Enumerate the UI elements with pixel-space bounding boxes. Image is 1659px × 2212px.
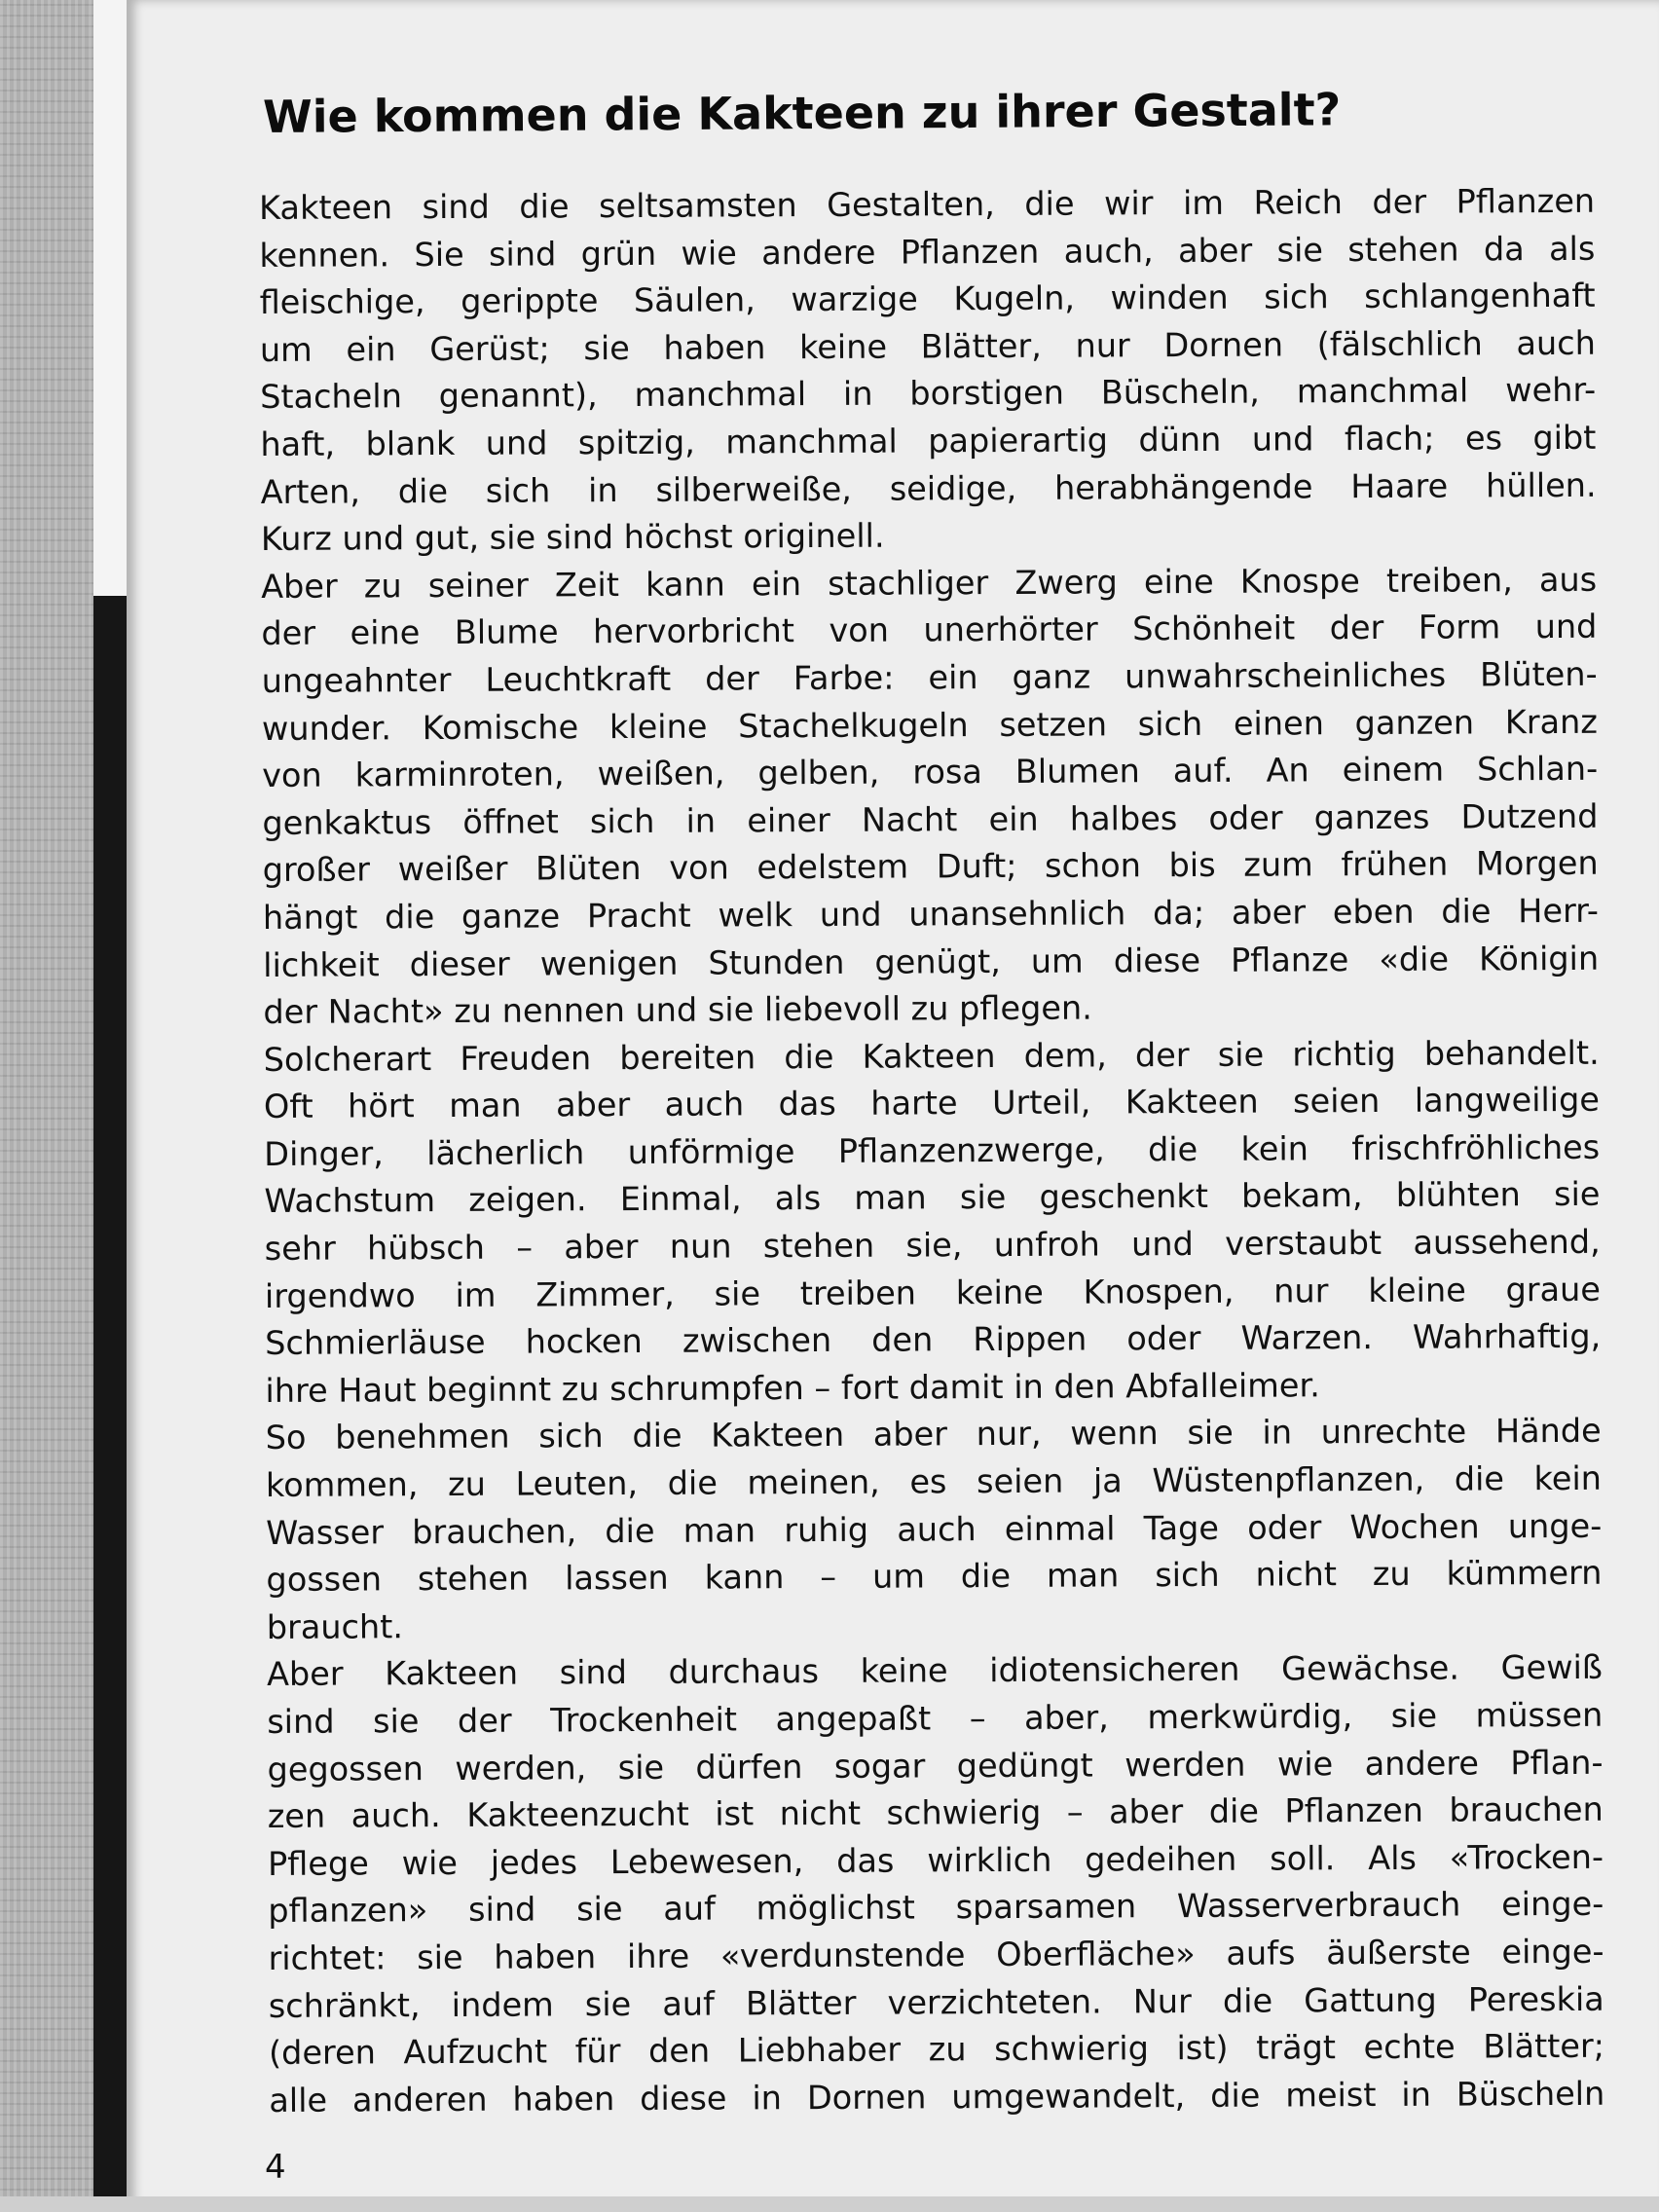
text-line: wunder. Komische kleine Stachelkugeln setzen sich einen ganzen Kranz xyxy=(261,702,1599,748)
text-line: zen auch. Kakteenzucht ist nicht schwierig – aber die Pflanzen brauchen xyxy=(267,1789,1604,1836)
text-line: von karminroten, weißen, gelben, rosa Blumen auf. An einem Schlan- xyxy=(262,749,1599,795)
bottom-edge xyxy=(0,2196,1659,2212)
text-line: Dinger, lächerlich unförmige Pflanzenzwerge, die kein frischfröhliches xyxy=(264,1127,1601,1173)
text-line: Stacheln genannt), manchmal in borstigen Büscheln, manchmal wehr- xyxy=(260,371,1597,417)
text-line: Pflege wie jedes Lebewesen, das wirklich gedeihen soll. Als «Trocken- xyxy=(267,1837,1604,1883)
text-line: gegossen werden, sie dürfen sogar gedüngt werden wie andere Pflan- xyxy=(267,1743,1604,1788)
text-line: Aber zu seiner Zeit kann ein stachliger Zwerg eine Knospe treiben, aus xyxy=(261,560,1598,606)
text-line: um ein Gerüst; sie haben keine Blätter, nur Dornen (fälschlich auch xyxy=(259,323,1596,369)
text-line: Kakteen sind die seltsamsten Gestalten, die wir im Reich der Pflanzen xyxy=(259,181,1596,227)
text-line: Solcherart Freuden bereiten die Kakteen dem, der sie richtig behandelt. xyxy=(263,1033,1600,1079)
text-line: der eine Blume hervorbricht von unerhörter Schönheit der Form und xyxy=(261,608,1598,653)
body-text xyxy=(259,178,1604,2125)
background-surface xyxy=(0,0,97,2212)
text-line: Aber Kakteen sind durchaus keine idiotensicheren Gewächse. Gewiß xyxy=(266,1648,1604,1694)
text-line: schränkt, indem sie auf Blätter verzichteten. Nur die Gattung Pereskia xyxy=(268,1979,1604,2025)
text-line: So benehmen sich die Kakteen aber nur, wenn sie in unrechte Hände xyxy=(265,1412,1602,1457)
text-line: hängt die ganze Pracht welk und unansehnlich da; aber eben die Herr- xyxy=(262,891,1600,937)
book-spine-edge xyxy=(93,0,127,596)
text-line: kennen. Sie sind grün wie andere Pflanzen auch, aber sie stehen da als xyxy=(259,229,1596,275)
book-spine-dark-band xyxy=(93,596,127,2212)
text-line: (deren Aufzucht für den Liebhaber zu schwierig ist) trägt echte Blätter; xyxy=(268,2026,1605,2073)
text-line: irgendwo im Zimmer, sie treiben keine Knospen, nur kleine graue xyxy=(264,1270,1602,1315)
text-line: Schmierläuse hocken zwischen den Rippen oder Warzen. Wahrhaftig, xyxy=(265,1317,1602,1363)
text-line: richtet: sie haben ihre «verdunstende Oberfläche» aufs äußerste einge- xyxy=(268,1932,1604,1977)
text-line: genkaktus öffnet sich in einer Nacht ein halbes oder ganzes Dutzend xyxy=(262,796,1599,842)
text-line: braucht. xyxy=(266,1607,404,1646)
text-line: sind sie der Trockenheit angepaßt – aber, merkwürdig, sie müssen xyxy=(267,1695,1604,1741)
text-line: pflanzen» sind sie auf möglichst sparsamen Wasserverbrauch einge- xyxy=(268,1885,1604,1931)
text-line: großer weißer Blüten von edelstem Duft; schon bis zum frühen Morgen xyxy=(262,844,1599,890)
text-line: gossen stehen lassen kann – um die man sich nicht zu kümmern xyxy=(266,1554,1603,1600)
text-line: ungeahnter Leuchtkraft der Farbe: ein ganz unwahrscheinliches Blüten- xyxy=(261,654,1598,700)
text-line: alle anderen haben diese in Dornen umgewandelt, die meist in Büscheln xyxy=(269,2074,1605,2120)
text-line: ihre Haut beginnt zu schrumpfen – fort damit in den Abfalleimer. xyxy=(265,1366,1320,1410)
text-line: lichkeit dieser wenigen Stunden genügt, um diese Pflanze «die Königin xyxy=(263,939,1600,984)
page-title: Wie kommen die Kakteen zu ihrer Gestalt? xyxy=(262,83,1342,143)
text-line: Wasser brauchen, die man ruhig auch einmal Tage oder Wochen unge- xyxy=(266,1506,1603,1552)
text-line: fleischige, gerippte Säulen, warzige Kugeln, winden sich schlangenhaft xyxy=(259,276,1596,322)
text-line: Oft hört man aber auch das harte Urteil, Kakteen seien langweilige xyxy=(263,1081,1601,1126)
text-line: sehr hübsch – aber nun stehen sie, unfroh und verstaubt aussehend, xyxy=(264,1222,1601,1269)
text-line: kommen, zu Leuten, die meinen, es seien ja Wüstenpflanzen, die kein xyxy=(265,1458,1603,1505)
text-line: haft, blank und spitzig, manchmal papierartig dünn und flach; es gibt xyxy=(260,418,1597,463)
text-line: Wachstum zeigen. Einmal, als man sie geschenkt bekam, blühten sie xyxy=(264,1175,1601,1221)
text-line: der Nacht» zu nennen und sie liebevoll zu pflegen. xyxy=(263,988,1092,1032)
page-number: 4 xyxy=(265,2148,286,2187)
text-line: Arten, die sich in silberweiße, seidige, herabhängende Haare hüllen. xyxy=(260,465,1597,511)
text-line: Kurz und gut, sie sind höchst originell. xyxy=(260,516,885,559)
